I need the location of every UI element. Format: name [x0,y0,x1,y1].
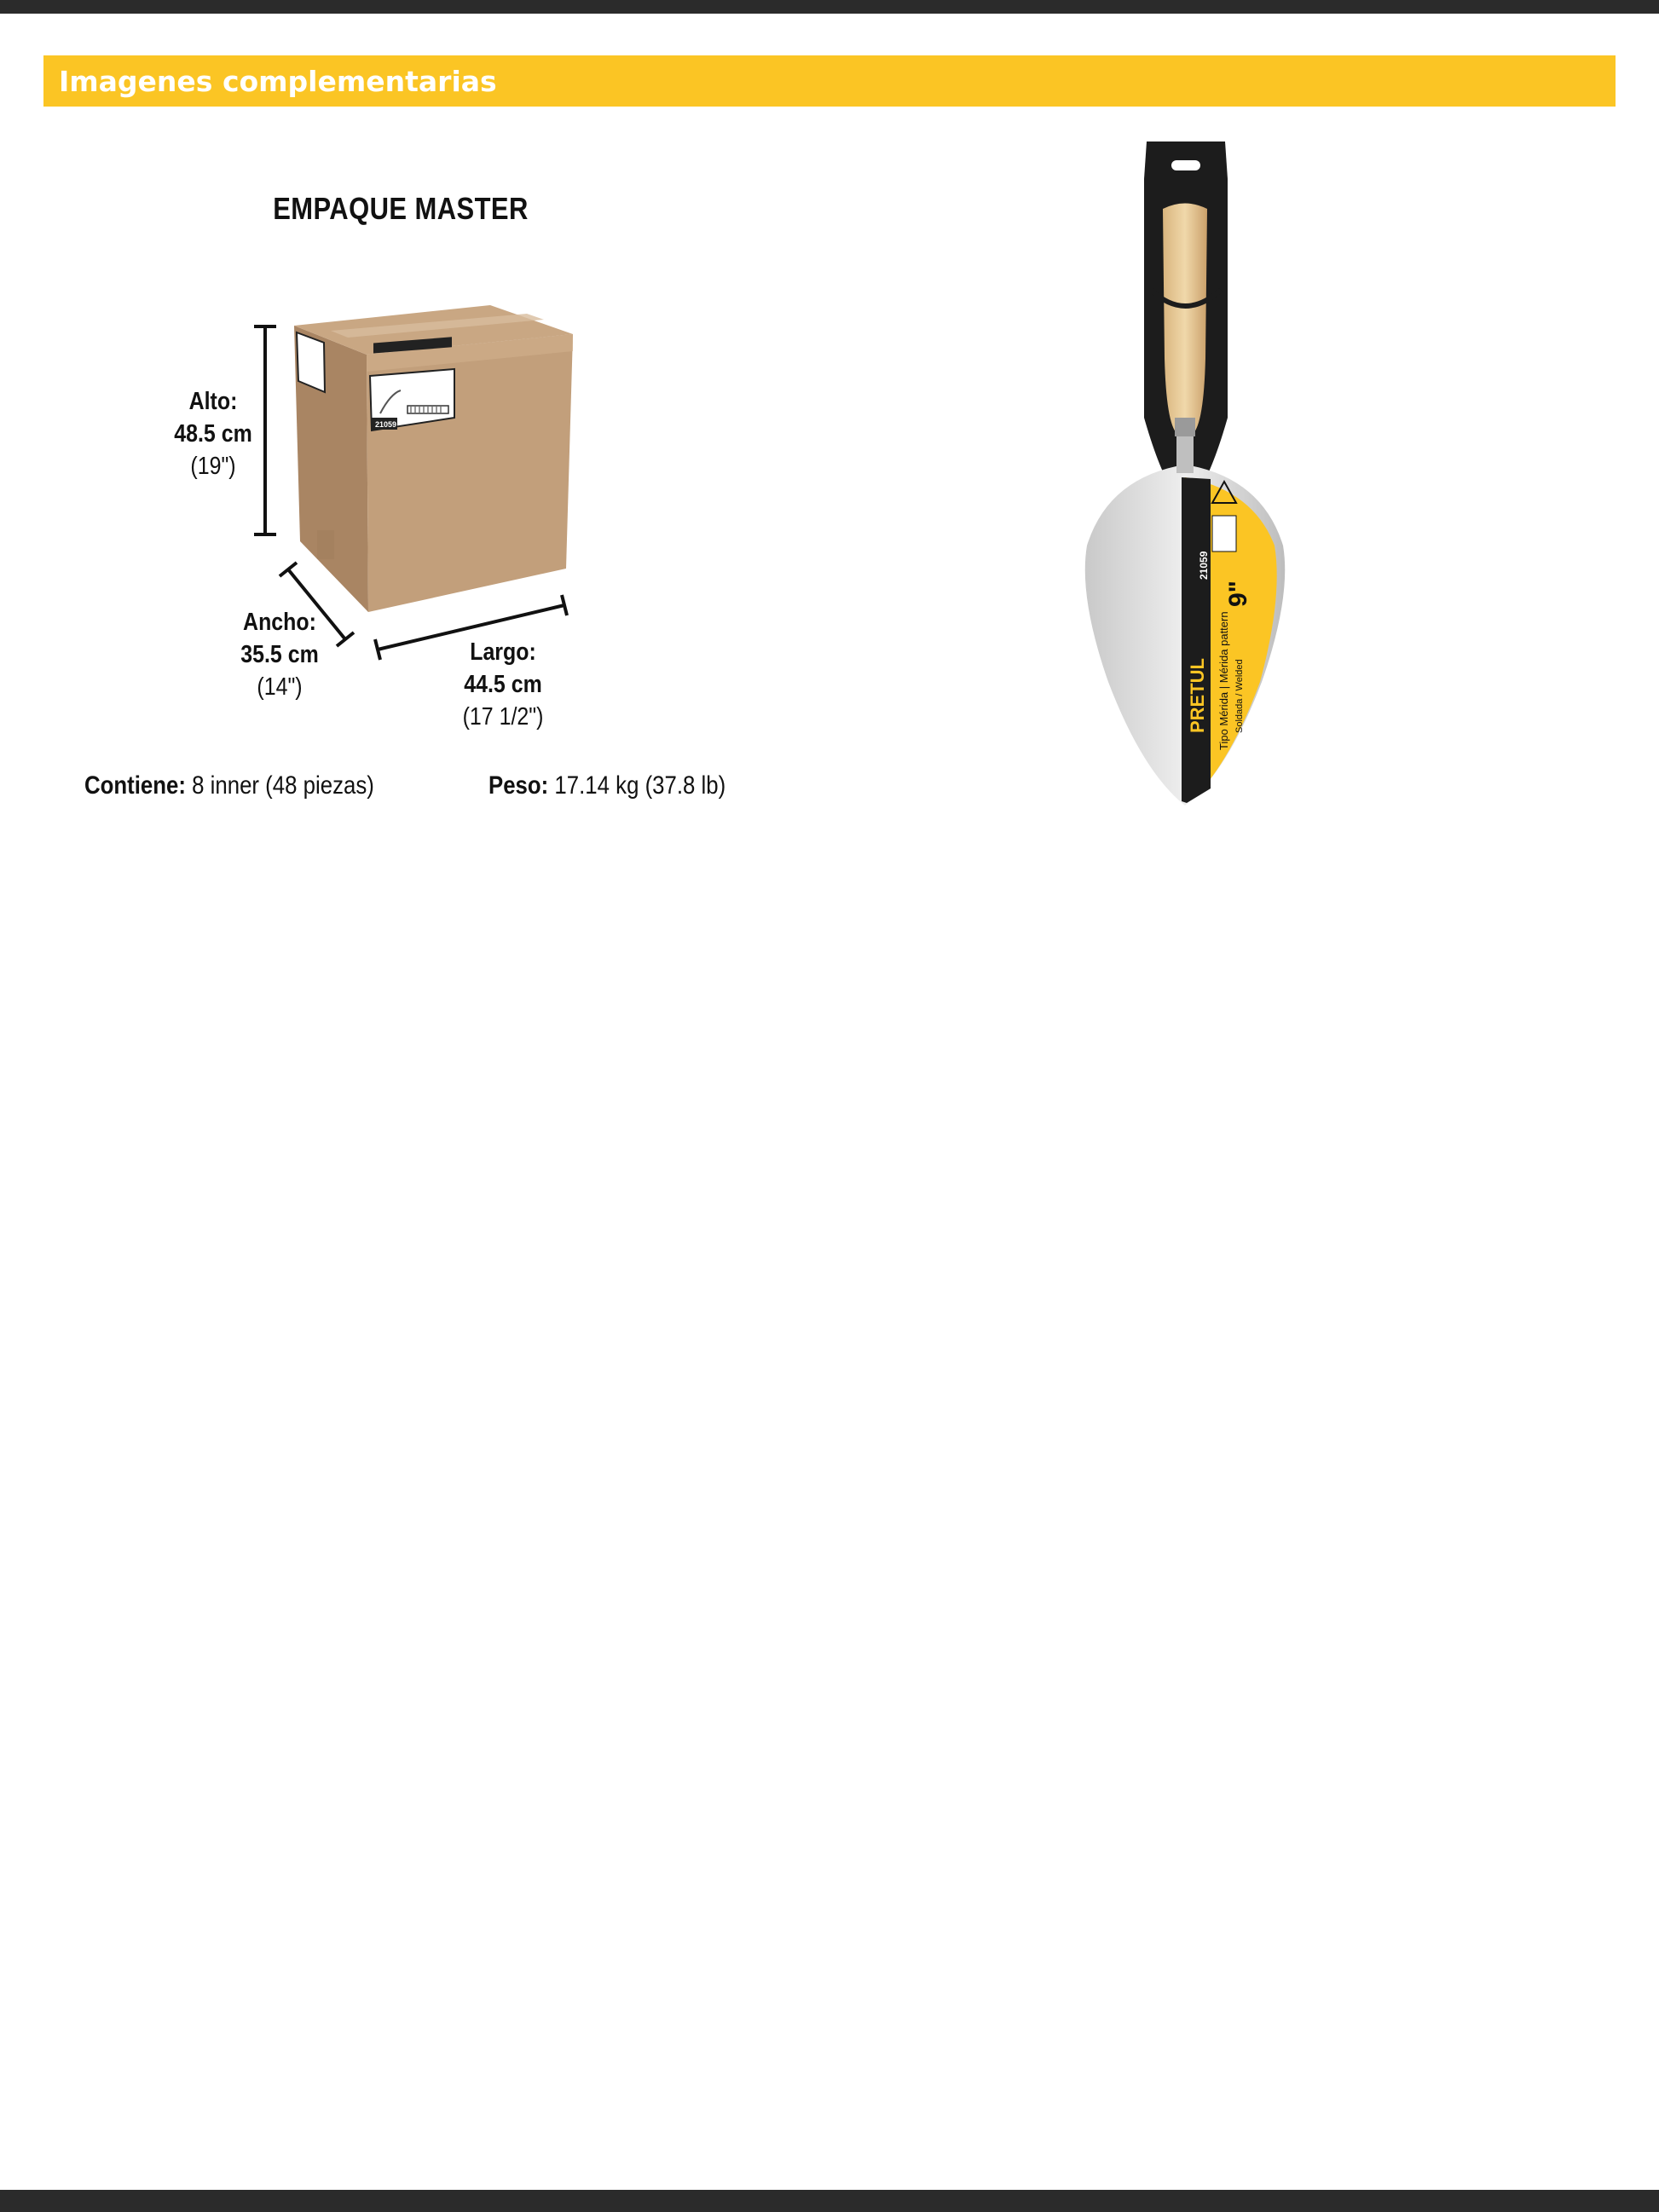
trowel-handle [1163,204,1207,436]
largo-value: 44.5 cm [464,671,542,698]
box-label-code: 21059 [375,420,397,429]
ancho-value: 35.5 cm [240,641,319,668]
contents-value: 8 inner (48 piezas) [185,771,374,800]
box-label-brand: PRETUL [401,373,435,383]
weight-value: 17.14 kg (37.8 lb) [548,771,726,800]
bottom-bar [0,2190,1659,2212]
package-title: EMPAQUE MASTER [273,191,529,226]
handle-ferrule [1175,418,1195,436]
blade-label-black [1182,477,1211,803]
card-size: 9" [1224,580,1252,607]
hang-hole [1171,160,1200,170]
alto-value: 48.5 cm [174,420,252,448]
alto-label: Alto: [188,388,238,415]
card-code: 21059 [1198,551,1210,580]
section-title: Imagenes complementarias [59,64,497,98]
ancho-imperial: (14") [257,673,303,701]
card-line2: Soldada / Welded [1234,659,1245,733]
contents-label: Contiene: [84,771,186,800]
ancho-label: Ancho: [243,609,316,636]
barcode-icon [1212,516,1236,552]
largo-imperial: (17 1/2") [462,703,544,731]
card-line1: Tipo Mérida | Mérida pattern [1217,611,1230,750]
weight-label: Peso: [488,771,549,800]
alto-imperial: (19") [190,453,236,480]
largo-label: Largo: [470,638,536,666]
card-brand: PRETUL [1187,658,1208,733]
